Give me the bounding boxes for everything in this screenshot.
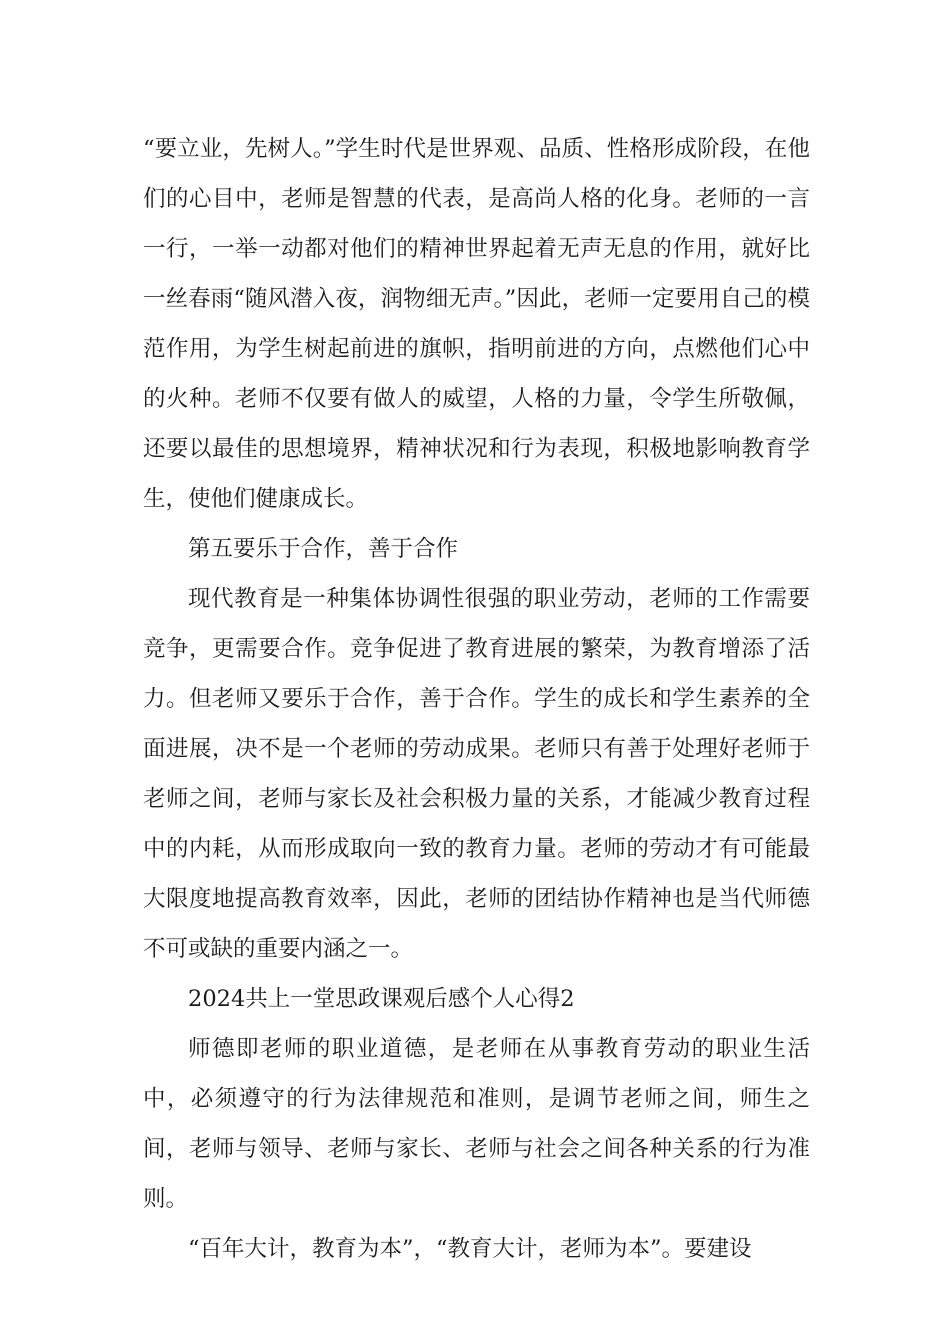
section-heading-essay-2: 2024共上一堂思政课观后感个人心得2: [188, 986, 575, 1012]
paragraph-continuation: “要立业，先树人。”学生时代是世界观、品质、性格形成阶段，在他们的心目中，老师是智慧的代表，是高尚人格的化身。老师的一言一行，一举一动都对他们的精神世界起着无声无息的作用，就好比一丝春雨“随风潜入夜，润物细无声。”因此，老师一定要用自己的模范作用，为学生树起前进的旗帜，指明前进的方向，点燃他们心中的火种。老师不仅要有做人的威望，人格的力量，令学生所敬佩，还要以最佳的思想境界，精神状况和行为表现，积极地影响教育学生，使他们健康成长。: [143, 136, 810, 512]
section-heading-cooperation: 第五要乐于合作，善于合作: [188, 536, 459, 562]
document-body: [143, 124, 810, 1274]
paragraph-education-plan: “百年大计，教育为本”，“教育大计，老师为本”。要建设: [188, 1236, 752, 1262]
paragraph-teacher-ethics: 师德即老师的职业道德，是老师在从事教育劳动的职业生活中，必须遵守的行为法律规范和准则，是调节老师之间，师生之间，老师与领导、老师与家长、老师与社会之间各种关系的行为准则。: [143, 1036, 810, 1212]
paragraph-cooperation: 现代教育是一种集体协调性很强的职业劳动，老师的工作需要竞争，更需要合作。竞争促进了教育进展的繁荣，为教育增添了活力。但老师又要乐于合作，善于合作。学生的成长和学生素养的全面进展，决不是一个老师的劳动成果。老师只有善于处理好老师于老师之间，老师与家长及社会积极力量的关系，才能减少教育过程中的内耗，从而形成取向一致的教育力量。老师的劳动才有可能最大限度地提高教育效率，因此，老师的团结协作精神也是当代师德不可或缺的重要内涵之一。: [143, 586, 810, 962]
